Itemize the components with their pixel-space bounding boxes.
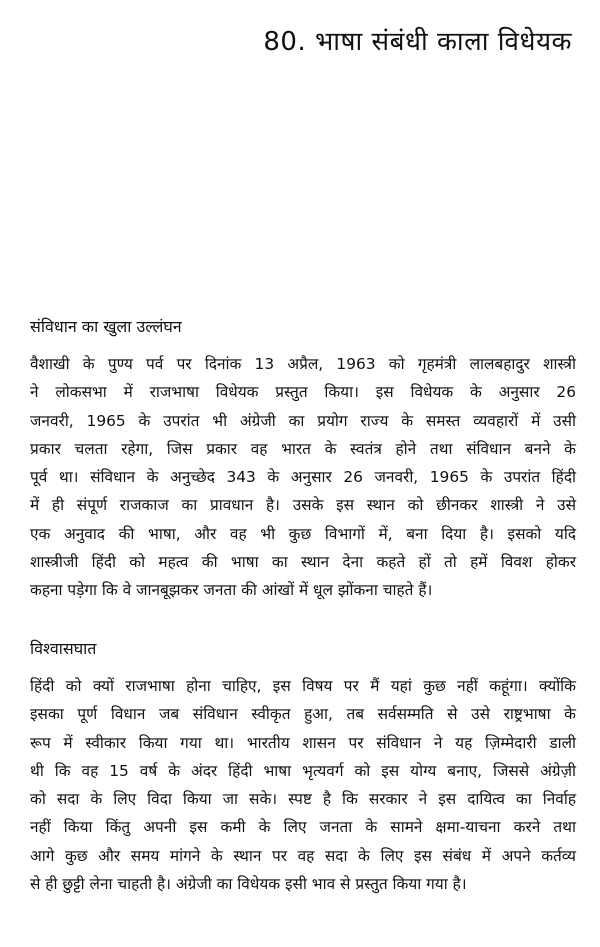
paragraph-line: नहीं किया किंतु अपनी इस कमी के लिए जनता के सामने क्षमा-याचना करने तथा xyxy=(30,818,576,837)
paragraph-line: हिंदी को क्यों राजभाषा होना चाहिए, इस विषय पर मैं यहां कुछ नहीं कहूंगा। क्योंकि xyxy=(30,677,576,695)
section-paragraph xyxy=(30,672,576,898)
paragraph-line: वैशाखी के पुण्य पर्व पर दिनांक 13 अप्रैल, 1963 को गृहमंत्री लालबहादुर शास्त्री xyxy=(30,355,576,373)
section-heading: विश्वासघात xyxy=(30,639,97,658)
paragraph-line: में ही संपूर्ण राजकाज का प्रावधान है। उसके इस स्थान को छीनकर शास्त्री ने उसे xyxy=(30,496,576,515)
paragraph-line: ने लोकसभा में राजभाषा विधेयक प्रस्तुत किया। इस विधेयक के अनुसार 26 xyxy=(30,383,576,402)
paragraph-line: शास्त्रीजी हिंदी को महत्व की भाषा का स्थान देना कहते हों तो हमें विवश होकर xyxy=(30,553,576,572)
section-constitution-violation xyxy=(30,316,576,605)
section-paragraph xyxy=(30,350,576,605)
paragraph-line: को सदा के लिए विदा किया जा सके। स्पष्ट है कि सरकार ने इस दायित्व का निर्वाह xyxy=(30,790,576,809)
paragraph-line: से ही छुट्टी लेना चाहती है। अंग्रेजी का विधेयक इसी भाव से प्रस्तुत किया गया है। xyxy=(30,875,467,894)
paragraph-line: रूप में स्वीकार किया गया था। भारतीय शासन पर संविधान ने यह ज़िम्मेदारी डाली xyxy=(30,733,576,752)
paragraph-line: थी कि वह 15 वर्ष के अंदर हिंदी भाषा भृत्यवर्ग को इस योग्य बनाए, जिससे अंग्रेज़ी xyxy=(30,761,576,780)
paragraph-line: प्रकार चलता रहेगा, जिस प्रकार वह भारत के स्वतंत्र होने तथा संविधान बनने के xyxy=(30,439,576,458)
paragraph-line: जनवरी, 1965 के उपरांत भी अंग्रेजी का प्रयोग राज्य के समस्त व्यवहारों में उसी xyxy=(30,411,576,430)
paragraph-line: इसका पूर्ण विधान जब संविधान स्वीकृत हुआ, तब सर्वसम्मति से उसे राष्ट्रभाषा के xyxy=(30,705,576,724)
chapter-title: 80. भाषा संबंधी काला विधेयक xyxy=(263,27,572,57)
paragraph-line: एक अनुवाद की भाषा, और वह भी कुछ विभागों में, बना दिया है। इसको यदि xyxy=(30,524,576,543)
paragraph-line: आगे कुछ और समय मांगने के स्थान पर वह सदा के लिए इस संबंध में अपने कर्तव्य xyxy=(30,846,576,865)
section-heading: संविधान का खुला उल्लंघन xyxy=(30,317,182,336)
paragraph-line: पूर्व था। संविधान के अनुच्छेद 343 के अनुसार 26 जनवरी, 1965 के उपरांत हिंदी xyxy=(30,468,576,487)
paragraph-line: कहना पड़ेगा कि वे जानबूझकर जनता की आंखों में धूल झोंकना चाहते हैं। xyxy=(30,581,433,600)
section-betrayal xyxy=(30,638,576,898)
